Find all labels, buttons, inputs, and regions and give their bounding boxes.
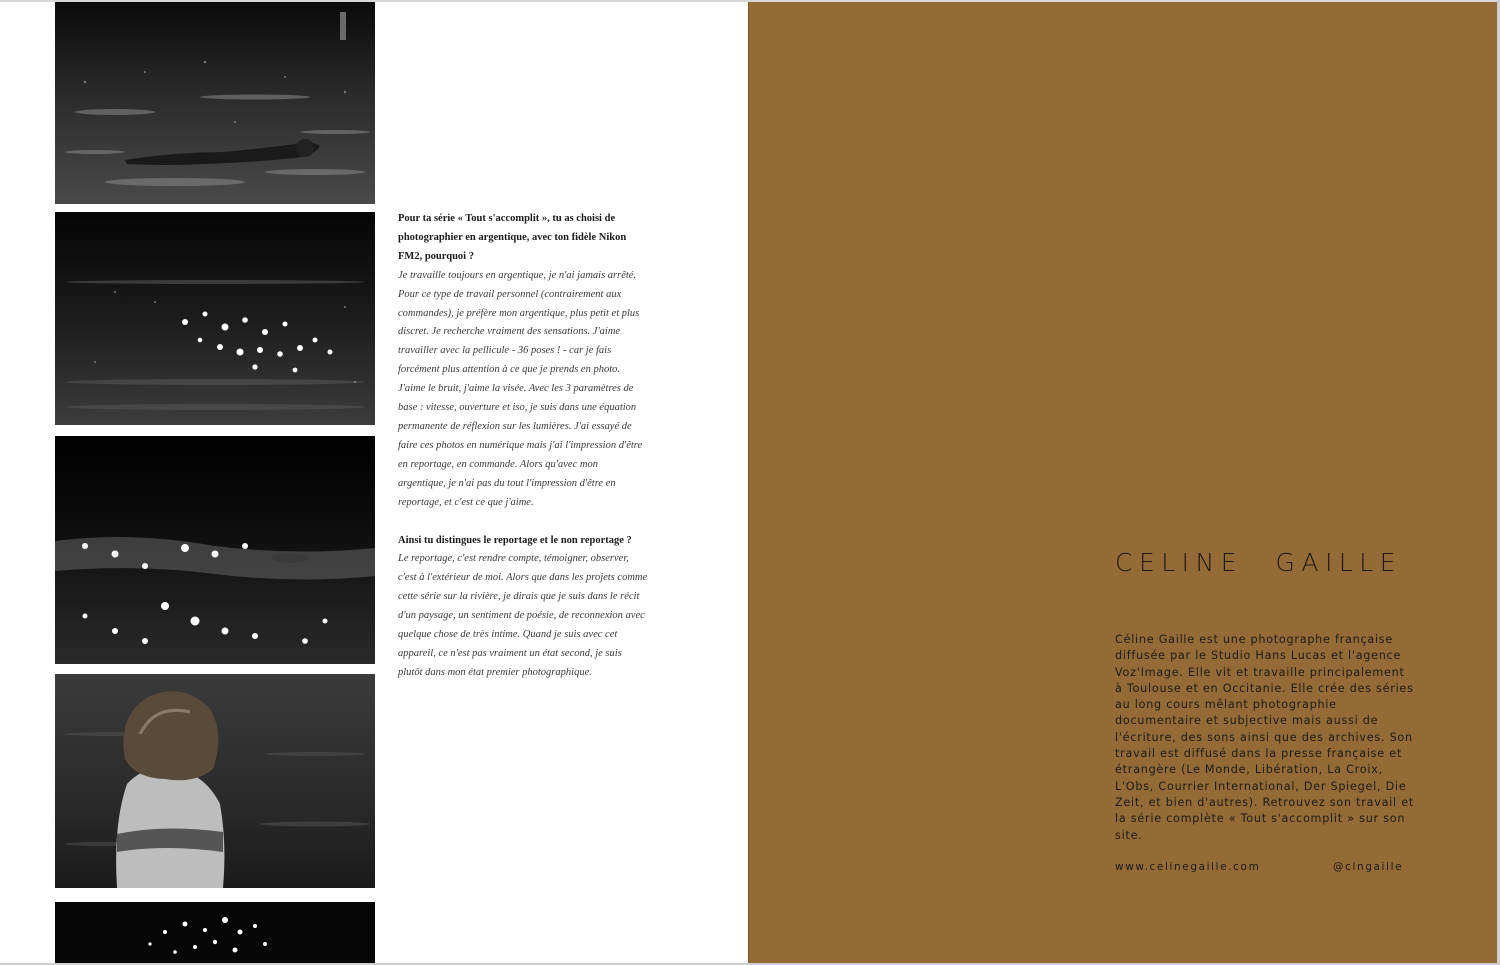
- left-page: [0, 0, 748, 965]
- website-link[interactable]: www.celinegaille.com: [1115, 861, 1261, 873]
- social-handle[interactable]: @clngaille: [1333, 861, 1404, 873]
- photo-sparkling-water-cropped: [55, 902, 375, 964]
- photo-child-in-water: [55, 674, 375, 888]
- artist-name: CELINE GAILLE: [1115, 548, 1402, 577]
- photo-floating-swimmer: [55, 2, 375, 204]
- interview-text: [398, 210, 648, 683]
- artist-bio: Céline Gaille est une photographe française diffusée par le Studio Hans Lucas et l'agence Voz'Image. Elle vit et travaille principalement à Toulouse et en Occitanie. Elle crée des séries au long cours mêlant photographie documentaire et subjective mais aussi de l'écriture, des sons ainsi que des archives. Son travail est diffusé dans la presse française et étrangère (Le Monde, Libération, La Croix, L'Obs, Courrier International, Der Spiegel, Die Zeit, et bien d'autres). Retrouvez son travail et la série complète « Tout s'accomplit » sur son site.: [1115, 633, 1414, 842]
- interview-question-1: Pour ta série « Tout s'accomplit », tu as choisi de photographier en argentique, avec ton fidèle Nikon FM2, pourquoi ?: [398, 213, 627, 262]
- interview-answer-1: Je travaille toujours en argentique, je n'ai jamais arrêté. Pour ce type de travail personnel (contrairement aux commandes), je préfère mon argentique, plus petit et plus discret. Je recherche vraiment des sensations. J'aime travailler avec la pellicule - 36 poses ! - car je fais forcément plus attention à ce que je prends en photo. J'aime le bruit, j'aime la visée. Avec les 3 paramètres de base : vitesse, ouverture et iso, je suis dans une équation permanente de réflexion sur les lumières. J'ai essayé de faire ces photos en numérique mais j'ai l'impression d'être en reportage, en commande. Alors qu'avec mon argentique, je n'ai pas du tout l'impression d'être en reportage, et c'est ce que j'aime.: [398, 269, 643, 508]
- photo-water-sparkles: [55, 212, 375, 425]
- photo-swimmer-glitter: [55, 436, 375, 664]
- page-top-border: [0, 0, 1500, 2]
- interview-question-2: Ainsi tu distingues le reportage et le non reportage ?: [398, 534, 632, 546]
- interview-answer-2: Le reportage, c'est rendre compte, témoigner, observer, c'est à l'extérieur de moi. Alors que dans les projets comme cette série sur la rivière, je dirais que je suis dans le récit d'un paysage, un sentiment de poésie, de reconnexion avec quelque chose de très intime. Quand je suis avec cet appareil, ce n'est pas vraiment un état second, je suis plutôt dans mon état premier photographique.: [398, 553, 648, 678]
